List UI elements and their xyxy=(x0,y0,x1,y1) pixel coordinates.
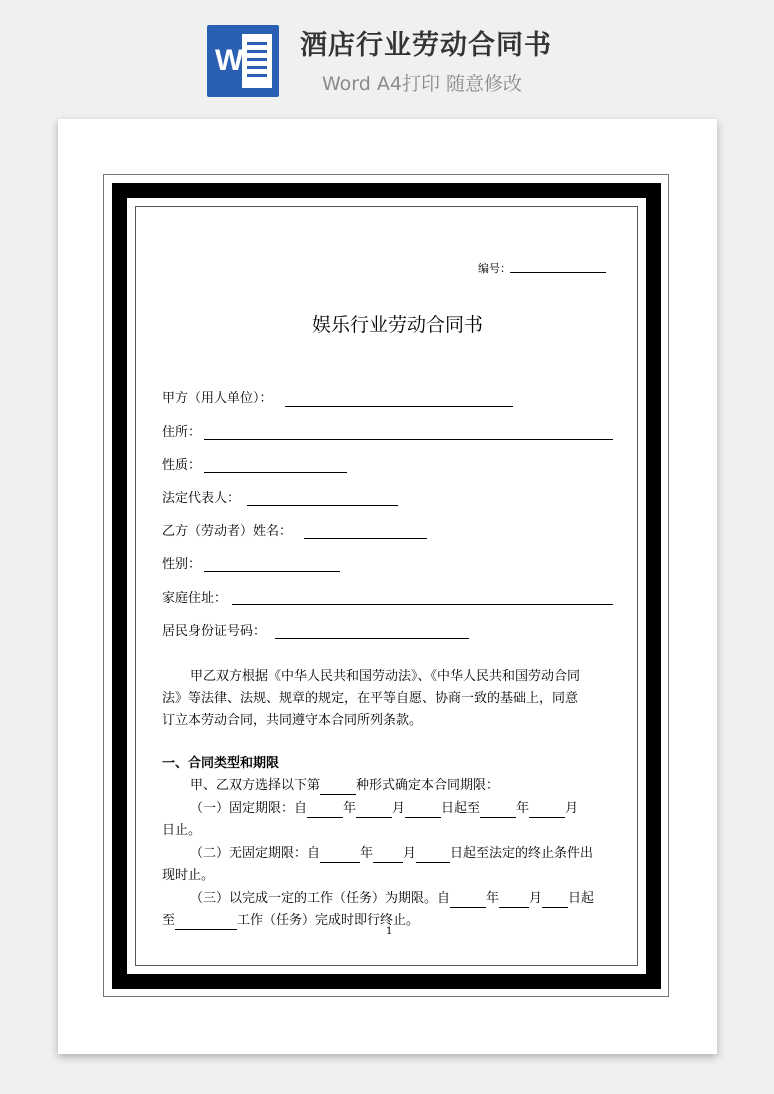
month-label: 月 xyxy=(529,891,543,906)
task-start-day-blank xyxy=(542,894,568,908)
intro-line-1: 甲乙双方根据《中华人民共和国劳动法》、《中华人民共和国劳动合同 xyxy=(190,669,581,684)
year-label: 年 xyxy=(486,891,500,906)
open-start-year-blank xyxy=(320,849,360,863)
gender-label: 性别： xyxy=(162,557,202,572)
section-1-intro-line xyxy=(190,777,499,795)
task-term-line-2 xyxy=(162,912,419,930)
document-title: 娱乐行业劳动合同书 xyxy=(312,314,484,336)
open-start-month-blank xyxy=(373,849,403,863)
year-label: 年 xyxy=(360,846,374,861)
id-number-label: 居民身份证号码： xyxy=(162,624,267,639)
open-term-end: 现时止。 xyxy=(162,868,215,883)
form-choice-blank xyxy=(320,781,356,795)
fixed-end-year-blank xyxy=(480,804,516,818)
fixed-start-month-blank xyxy=(356,804,392,818)
intro-line-3: 订立本劳动合同，共同遵守本合同所列条款。 xyxy=(162,713,423,728)
month-label: 月 xyxy=(392,801,406,816)
month-label: 月 xyxy=(403,846,417,861)
open-term-label: （二）无固定期限：自 xyxy=(190,846,321,861)
gender-blank xyxy=(204,571,340,572)
page-subtitle: Word A4打印 随意修改 xyxy=(322,73,523,95)
page-title: 酒店行业劳动合同书 xyxy=(300,30,552,61)
task-start-year-blank xyxy=(450,894,486,908)
task-term-label: （三）以完成一定的工作（任务）为期限。自 xyxy=(190,891,451,906)
fixed-term-line xyxy=(190,800,578,818)
task-to-label: 至 xyxy=(162,913,176,928)
address-blank xyxy=(204,439,613,440)
legal-rep-label: 法定代表人： xyxy=(162,491,241,506)
legal-rep-blank xyxy=(247,505,398,506)
word-document-icon xyxy=(207,25,279,97)
month-label-2: 月 xyxy=(565,801,579,816)
contract-number-blank xyxy=(510,272,606,273)
intro-line-2: 法》等法律、法规、规章的规定，在平等自愿、协商一致的基础上，同意 xyxy=(162,691,579,706)
fixed-term-end: 日止。 xyxy=(162,823,202,838)
day-from-label: 日起 xyxy=(568,891,595,906)
party-b-label: 乙方（劳动者）姓名： xyxy=(162,524,293,539)
task-start-month-blank xyxy=(499,894,529,908)
party-a-label: 甲方（用人单位）： xyxy=(162,391,273,406)
fixed-start-year-blank xyxy=(307,804,343,818)
fixed-start-day-blank xyxy=(405,804,441,818)
day-to-label: 日起至 xyxy=(441,801,481,816)
year-label-2: 年 xyxy=(516,801,530,816)
fixed-end-month-blank xyxy=(529,804,565,818)
task-name-blank xyxy=(175,916,237,930)
page-number: 1 xyxy=(386,926,393,937)
word-icon-letter: W xyxy=(215,44,244,77)
task-term-line xyxy=(190,890,594,908)
party-b-blank xyxy=(304,538,427,539)
address-label: 住所： xyxy=(162,425,202,440)
open-start-day-blank xyxy=(416,849,450,863)
id-number-blank xyxy=(275,638,469,639)
section-1-intro-text: 甲、乙双方选择以下第 xyxy=(190,778,321,793)
header-banner xyxy=(0,0,774,110)
section-1-heading: 一、合同类型和期限 xyxy=(162,756,280,771)
open-term-rest: 日起至法定的终止条件出 xyxy=(450,846,594,861)
open-term-line xyxy=(190,845,593,863)
contract-number-label: 编号： xyxy=(478,262,511,275)
section-1-intro-text-2: 种形式确定本合同期限： xyxy=(356,778,500,793)
home-address-blank xyxy=(232,604,613,605)
party-a-blank xyxy=(285,406,513,407)
nature-label: 性质： xyxy=(162,458,202,473)
fixed-term-label: （一）固定期限：自 xyxy=(190,801,308,816)
home-address-label: 家庭住址： xyxy=(162,591,228,606)
task-term-rest: 工作（任务）完成时即行终止。 xyxy=(237,913,420,928)
year-label: 年 xyxy=(343,801,357,816)
nature-blank xyxy=(204,472,347,473)
